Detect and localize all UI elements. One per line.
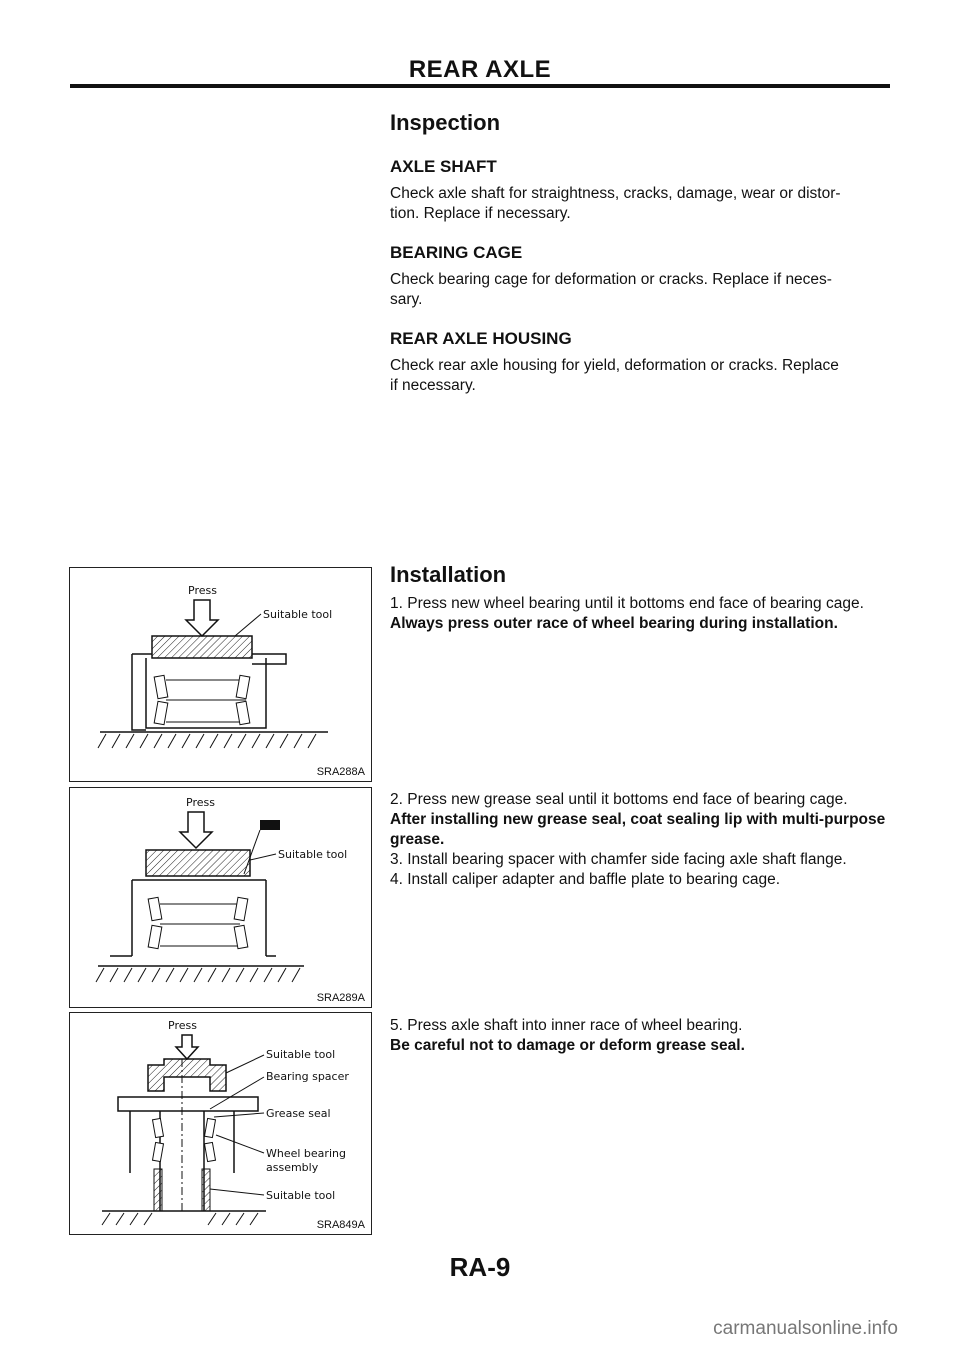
axle-shaft-text-2: tion. Replace if necessary. bbox=[390, 205, 571, 222]
press-arrow-icon bbox=[180, 812, 212, 848]
step-3: 3. Install bearing spacer with chamfer side facing axle shaft flange. bbox=[390, 851, 847, 868]
press-label: Press bbox=[188, 584, 217, 597]
note-2: After installing new grease seal, coat sealing lip with multi-purpose grease. bbox=[390, 811, 886, 848]
press-arrow-icon bbox=[186, 600, 218, 636]
suitable-tool-label-2: Suitable tool bbox=[266, 1189, 336, 1202]
header-rule bbox=[70, 84, 890, 88]
step-1: 1. Press new wheel bearing until it bottoms end face of bearing cage. bbox=[390, 595, 864, 612]
grease-icon bbox=[260, 820, 280, 830]
press-label: Press bbox=[186, 796, 215, 809]
figure-sra289a bbox=[69, 787, 372, 1008]
page-number: RA-9 bbox=[449, 1252, 511, 1282]
figure-sra288a bbox=[69, 567, 372, 782]
bearing-cage-text-2: sary. bbox=[390, 291, 423, 308]
bearing-cage-text-1: Check bearing cage for deformation or cracks. Replace if neces- bbox=[390, 271, 832, 288]
figure-code: SRA289A bbox=[316, 992, 365, 1004]
axle-shaft-text-1: Check axle shaft for straightness, cracks, damage, wear or distor- bbox=[390, 185, 841, 202]
bearing-spacer-label: Bearing spacer bbox=[266, 1070, 349, 1083]
press-arrow-icon bbox=[176, 1035, 198, 1059]
note-5: Be careful not to damage or deform grease seal. bbox=[390, 1037, 745, 1054]
axle-shaft-heading: AXLE SHAFT bbox=[390, 157, 497, 176]
assembly-label: assembly bbox=[266, 1161, 319, 1174]
note-1: Always press outer race of wheel bearing during installation. bbox=[390, 615, 838, 632]
inspection-section bbox=[390, 110, 890, 396]
figure-code: SRA849A bbox=[316, 1219, 365, 1231]
axle-shaft-press-diagram bbox=[70, 1013, 371, 1234]
step-5: 5. Press axle shaft into inner race of wheel bearing. bbox=[390, 1017, 743, 1034]
housing-heading: REAR AXLE HOUSING bbox=[390, 329, 572, 348]
suitable-tool-label-1: Suitable tool bbox=[266, 1048, 336, 1061]
figure-code: SRA288A bbox=[316, 766, 365, 778]
page-header-title: REAR AXLE bbox=[408, 56, 552, 83]
wheel-bearing-label: Wheel bearing bbox=[266, 1147, 346, 1160]
tool-label: Suitable tool bbox=[278, 848, 348, 861]
installation-title: Installation bbox=[390, 562, 507, 587]
step-4: 4. Install caliper adapter and baffle plate to bearing cage. bbox=[390, 871, 781, 888]
tool-label: Suitable tool bbox=[263, 608, 333, 621]
inspection-title: Inspection bbox=[390, 110, 501, 135]
step-2: 2. Press new grease seal until it bottoms end face of bearing cage. bbox=[390, 791, 848, 808]
installation-step-5 bbox=[390, 1016, 890, 1056]
installation-steps-2-4 bbox=[390, 790, 890, 890]
press-label: Press bbox=[168, 1019, 197, 1032]
figure-sra849a bbox=[69, 1012, 372, 1235]
grease-seal-press-diagram bbox=[70, 788, 371, 1007]
housing-text-2: if necessary. bbox=[390, 377, 476, 394]
bearing-cage-heading: BEARING CAGE bbox=[390, 243, 523, 262]
housing-text-1: Check rear axle housing for yield, deformation or cracks. Replace bbox=[390, 357, 839, 374]
bearing-press-diagram bbox=[70, 568, 371, 781]
watermark: carmanualsonline.info bbox=[713, 1318, 898, 1339]
grease-seal-label: Grease seal bbox=[266, 1107, 331, 1120]
installation-section bbox=[390, 562, 890, 634]
